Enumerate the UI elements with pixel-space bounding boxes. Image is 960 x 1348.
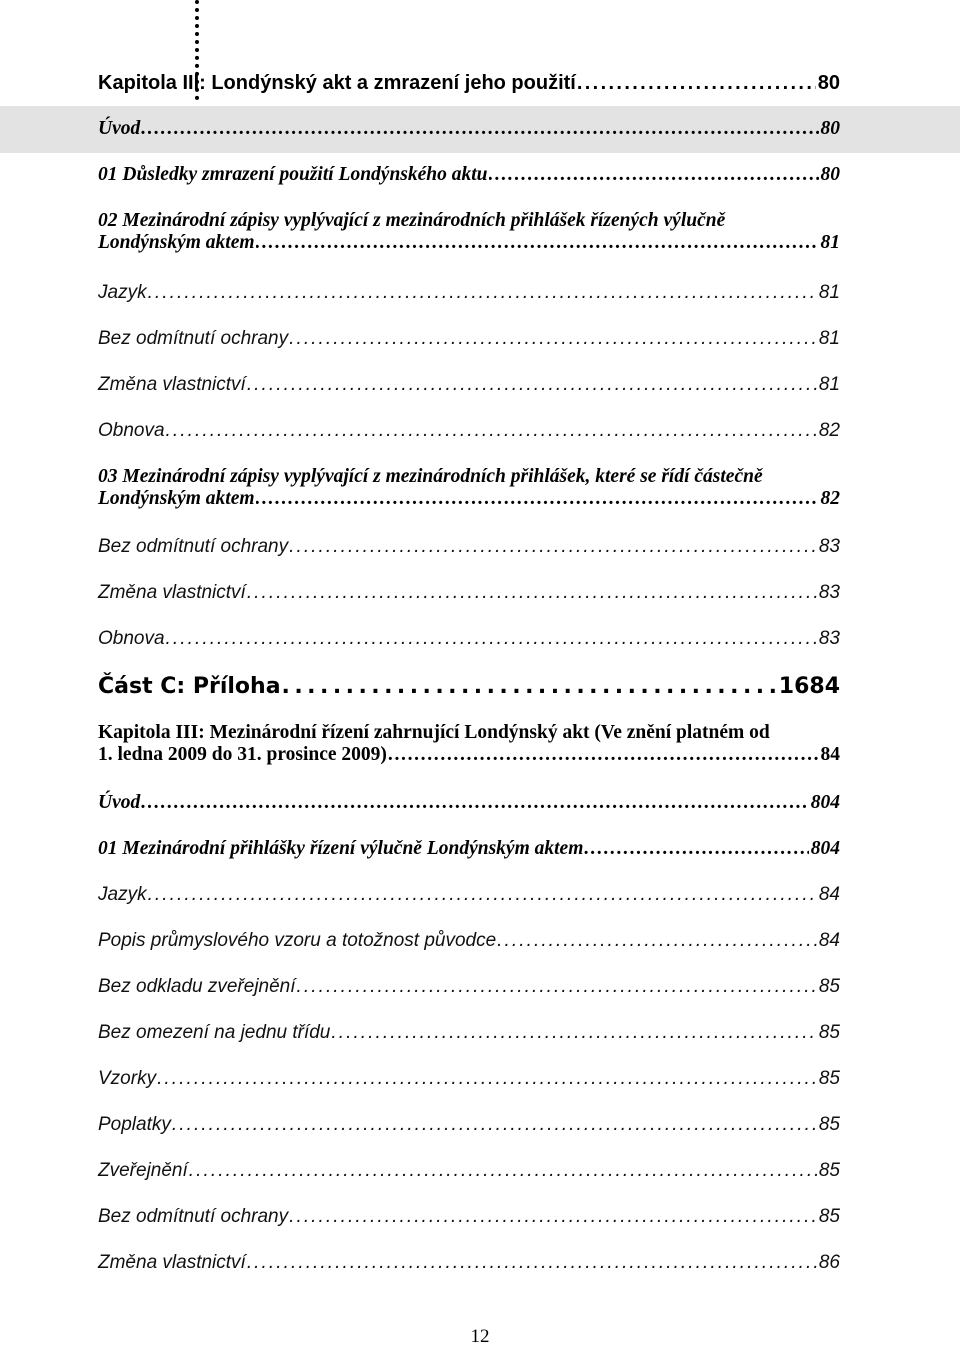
toc-entry-title: 01 Důsledky zmrazení použití Londýnského aktu xyxy=(98,164,488,185)
toc-entry[interactable] xyxy=(98,1252,840,1274)
toc-entry-line xyxy=(98,628,840,650)
dot-leader xyxy=(577,72,816,94)
toc-page-number: 85 xyxy=(818,1206,840,1227)
toc-entry-title: Část C: Příloha xyxy=(98,674,281,699)
toc-page-number: 83 xyxy=(818,536,840,557)
toc-page-number: 81 xyxy=(818,282,840,303)
toc-entry-title: Změna vlastnictví xyxy=(98,582,246,603)
toc-entry[interactable] xyxy=(98,72,840,94)
dot-leader xyxy=(247,374,817,396)
toc-entry-title: Bez odmítnutí ochrany xyxy=(98,1206,289,1227)
toc-entry[interactable] xyxy=(98,838,840,860)
toc-entry[interactable] xyxy=(98,420,840,442)
toc-entry[interactable] xyxy=(98,466,840,510)
toc-entry-title: 03 Mezinárodní zápisy vyplývající z mezinárodních přihlášek, které se řídí částečně xyxy=(98,466,763,487)
toc-entry-title: Bez odkladu zveřejnění xyxy=(98,976,296,997)
toc-page-number: 82 xyxy=(820,488,840,509)
toc-entry-title: Poplatky xyxy=(98,1114,171,1135)
toc-entry-line xyxy=(98,722,840,744)
toc-page-number: 84 xyxy=(818,930,840,951)
toc-entry-title: Bez odmítnutí ochrany xyxy=(98,328,289,349)
toc-entry[interactable] xyxy=(98,282,840,304)
toc-page-number: 82 xyxy=(818,420,840,441)
toc-entry-title: Obnova xyxy=(98,420,165,441)
toc-entry[interactable] xyxy=(98,1022,840,1044)
toc-page-number: 83 xyxy=(818,582,840,603)
dot-leader xyxy=(497,930,817,952)
toc-page-number: 80 xyxy=(817,72,840,94)
dot-leader xyxy=(297,976,817,998)
toc-page-number: 86 xyxy=(818,1252,840,1273)
toc-entry[interactable] xyxy=(98,536,840,558)
toc-entry-title: Změna vlastnictví xyxy=(98,1252,246,1273)
dot-leader xyxy=(289,536,817,558)
dot-leader xyxy=(489,164,819,186)
toc-entry[interactable] xyxy=(98,164,840,186)
dot-leader xyxy=(148,884,817,906)
toc-page-number: 804 xyxy=(810,838,840,859)
dot-leader xyxy=(289,328,817,350)
toc-entry-title: 01 Mezinárodní přihlášky řízení výlučně Londýnským aktem xyxy=(98,838,584,859)
dot-leader xyxy=(166,420,817,442)
toc-entry-title: 02 Mezinárodní zápisy vyplývající z mezinárodních přihlášek řízených výlučně xyxy=(98,210,726,231)
toc-entry-title: Londýnským aktem xyxy=(98,488,255,509)
toc-entry-line xyxy=(98,1206,840,1228)
toc-entry-title: Popis průmyslového vzoru a totožnost původce xyxy=(98,930,497,951)
toc-entry-line xyxy=(98,210,840,232)
toc-entry-title: Kapitola III: Mezinárodní řízení zahrnující Londýnský akt (Ve znění platném od xyxy=(98,722,770,743)
dot-leader xyxy=(157,1068,817,1090)
dot-leader xyxy=(289,1206,817,1228)
toc-entry-line xyxy=(98,164,840,186)
toc-page-number: 80 xyxy=(820,164,840,185)
toc-entry-line xyxy=(98,838,840,860)
dot-leader xyxy=(172,1114,817,1136)
dot-leader xyxy=(166,628,817,650)
toc-entry[interactable] xyxy=(98,976,840,998)
toc-entry-line xyxy=(98,1022,840,1044)
toc-entry-line xyxy=(98,72,840,94)
toc-entry-title: Vzorky xyxy=(98,1068,157,1089)
toc-entry-line xyxy=(98,1114,840,1136)
toc-entry-line xyxy=(98,232,840,254)
toc-entry[interactable] xyxy=(98,1160,840,1182)
dot-leader xyxy=(256,232,819,254)
toc-entry-title: Obnova xyxy=(98,628,165,649)
toc-page-number: 85 xyxy=(818,1114,840,1135)
toc-entry-line xyxy=(98,282,840,304)
toc-page-number: 80 xyxy=(820,118,840,139)
toc-entry-title: Úvod xyxy=(98,118,141,139)
toc-entry-title: 1. ledna 2009 do 31. prosince 2009) xyxy=(98,744,387,765)
toc-entry-title: Jazyk xyxy=(98,282,147,303)
toc-entry[interactable] xyxy=(98,328,840,350)
toc-entry[interactable] xyxy=(98,210,840,254)
toc-entry-title: Jazyk xyxy=(98,884,147,905)
toc-entry[interactable] xyxy=(98,1114,840,1136)
toc-page-number: 85 xyxy=(818,1068,840,1089)
toc-entry[interactable] xyxy=(98,628,840,650)
toc-entry-title: Úvod xyxy=(98,792,141,813)
toc-entry-line xyxy=(98,466,840,488)
toc-page-number: 83 xyxy=(818,628,840,649)
toc-page-number: 84 xyxy=(820,744,840,765)
toc-entry-line xyxy=(98,744,840,766)
dot-leader xyxy=(247,582,817,604)
toc-entry-title: Zveřejnění xyxy=(98,1160,188,1181)
toc-entry[interactable] xyxy=(98,374,840,396)
toc-entry-line xyxy=(98,1252,840,1274)
toc-entry-line xyxy=(98,1160,840,1182)
toc-entry-line xyxy=(98,536,840,558)
toc-page-number: 85 xyxy=(818,1160,840,1181)
dot-leader xyxy=(388,744,819,766)
toc-entry[interactable] xyxy=(98,582,840,604)
toc-page-number: 81 xyxy=(820,232,840,253)
toc-entry-line xyxy=(98,582,840,604)
toc-entry[interactable] xyxy=(98,1068,840,1090)
toc-entry-title: Změna vlastnictví xyxy=(98,374,246,395)
toc-entry-title: Londýnským aktem xyxy=(98,232,255,253)
dot-leader xyxy=(141,792,809,814)
toc-entry[interactable] xyxy=(98,1206,840,1228)
dot-leader xyxy=(331,1022,816,1044)
toc-entry-line xyxy=(98,792,840,814)
toc-entry[interactable] xyxy=(98,118,840,140)
toc-page-number: 85 xyxy=(818,1022,840,1043)
toc-entry-line xyxy=(98,420,840,442)
toc-page-number: 1684 xyxy=(778,674,840,699)
toc-entry-title: Bez odmítnutí ochrany xyxy=(98,536,289,557)
toc-page-number: 81 xyxy=(818,328,840,349)
toc-entry-line xyxy=(98,118,840,140)
toc-entry-line xyxy=(98,374,840,396)
toc-entry[interactable] xyxy=(98,722,840,766)
toc-entry[interactable] xyxy=(98,792,840,814)
toc-entry-line xyxy=(98,930,840,952)
toc-page-number: 804 xyxy=(810,792,840,813)
toc-entry-line xyxy=(98,488,840,510)
toc-entry[interactable] xyxy=(98,930,840,952)
toc-entry-title: Bez omezení na jednu třídu xyxy=(98,1022,331,1043)
dot-leader xyxy=(256,488,819,510)
toc-page-number: 84 xyxy=(818,884,840,905)
toc-entry-line xyxy=(98,328,840,350)
dot-leader xyxy=(282,674,777,700)
toc-page-number: 81 xyxy=(818,374,840,395)
toc-entry-line xyxy=(98,976,840,998)
toc-entry-line xyxy=(98,674,840,700)
dot-leader xyxy=(141,118,818,140)
dot-leader xyxy=(148,282,817,304)
toc-entry-line xyxy=(98,1068,840,1090)
toc-entry[interactable] xyxy=(98,884,840,906)
toc-entry-line xyxy=(98,884,840,906)
dot-leader xyxy=(247,1252,817,1274)
toc-entry[interactable] xyxy=(98,674,840,700)
page-number: 12 xyxy=(470,1326,490,1347)
toc-entry-title: Kapitola III: Londýnský akt a zmrazení jeho použití xyxy=(98,72,576,94)
dot-leader xyxy=(584,838,808,860)
toc-page-number: 85 xyxy=(818,976,840,997)
dot-leader xyxy=(189,1160,817,1182)
